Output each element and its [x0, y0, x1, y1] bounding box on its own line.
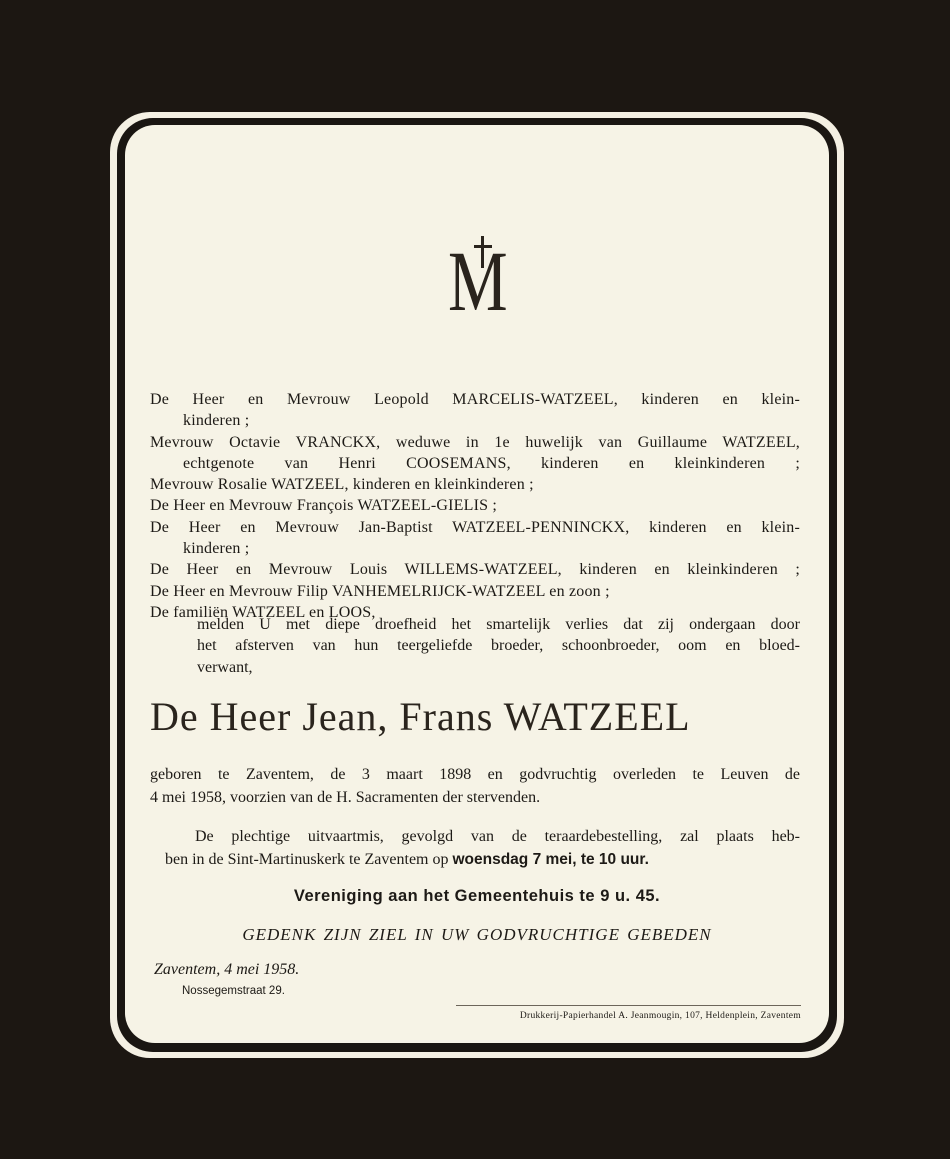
announcement-line: het afsterven van hun teergeliefde broeder, schoonbroeder, oom en bloed- [197, 637, 800, 655]
details-line: geboren te Zaventem, de 3 maart 1898 en godvruchtig overleden te Leuven de [150, 766, 800, 783]
family-line: Mevrouw Rosalie WATZEEL, kinderen en kleinkinderen ; [150, 476, 534, 494]
family-list [150, 389, 800, 623]
family-line: De Heer en Mevrouw François WATZEEL-GIELIS ; [150, 497, 498, 515]
announcement-line: melden U met diepe droefheid het smartelijk verlies dat zij ondergaan door [197, 616, 800, 633]
printer-credit: Drukkerij-Papierhandel A. Jeanmougin, 107, Heldenplein, Zaventem [519, 1011, 801, 1021]
monogram-m: M [447, 233, 507, 329]
deceased-name: De Heer Jean, Frans WATZEEL [150, 694, 691, 739]
funeral-details [150, 825, 800, 871]
family-line-continued: kinderen ; [183, 412, 250, 430]
family-line: De Heer en Mevrouw Louis WILLEMS-WATZEEL, kinderen en kleinkinderen ; [150, 561, 800, 579]
family-line: Mevrouw Octavie VRANCKX, weduwe in 1e huwelijk van Guillaume WATZEEL, [150, 433, 800, 451]
details-line: 4 mei 1958, voorzien van de H. Sacramenten der stervenden. [150, 789, 541, 806]
family-entry [150, 432, 800, 475]
family-line-continued: kinderen ; [183, 540, 250, 558]
funeral-date: woensdag 7 mei, te 10 uur. [452, 851, 649, 868]
family-line: De familiën WATZEEL en LOOS, [150, 603, 376, 621]
family-entry [150, 389, 800, 432]
printer-divider [456, 1005, 801, 1006]
place-date: Zaventem, 4 mei 1958. [154, 961, 300, 978]
funeral-location: ben in de Sint-Martinuskerk te Zaventem op [165, 851, 449, 868]
family-line: De Heer en Mevrouw Leopold MARCELIS-WATZEEL, kinderen en klein- [150, 391, 800, 408]
announcement-line: verwant, [197, 658, 253, 676]
family-line-continued: echtgenote van Henri COOSEMANS, kinderen en kleinkinderen ; [183, 454, 800, 472]
meeting-notice: Vereniging aan het Gemeentehuis te 9 u. 45. [293, 887, 661, 905]
family-entry [150, 517, 800, 560]
funeral-line: De plechtige uitvaartmis, gevolgd van de teraardebestelling, zal plaats heb- [195, 828, 800, 845]
funeral-line [150, 848, 800, 871]
family-address: Nossegemstraat 29. [182, 985, 285, 997]
announcement-text [197, 614, 800, 678]
prayer-line: GEDENK ZIJN ZIEL IN UW GODVRUCHTIGE GEBEDEN [242, 925, 712, 944]
family-line: De Heer en Mevrouw Filip VANHEMELRIJCK-WATZEEL en zoon ; [150, 582, 610, 600]
birth-death-details [150, 763, 800, 809]
family-line: De Heer en Mevrouw Jan-Baptist WATZEEL-PENNINCKX, kinderen en klein- [150, 518, 800, 536]
obituary-card [125, 125, 829, 1043]
